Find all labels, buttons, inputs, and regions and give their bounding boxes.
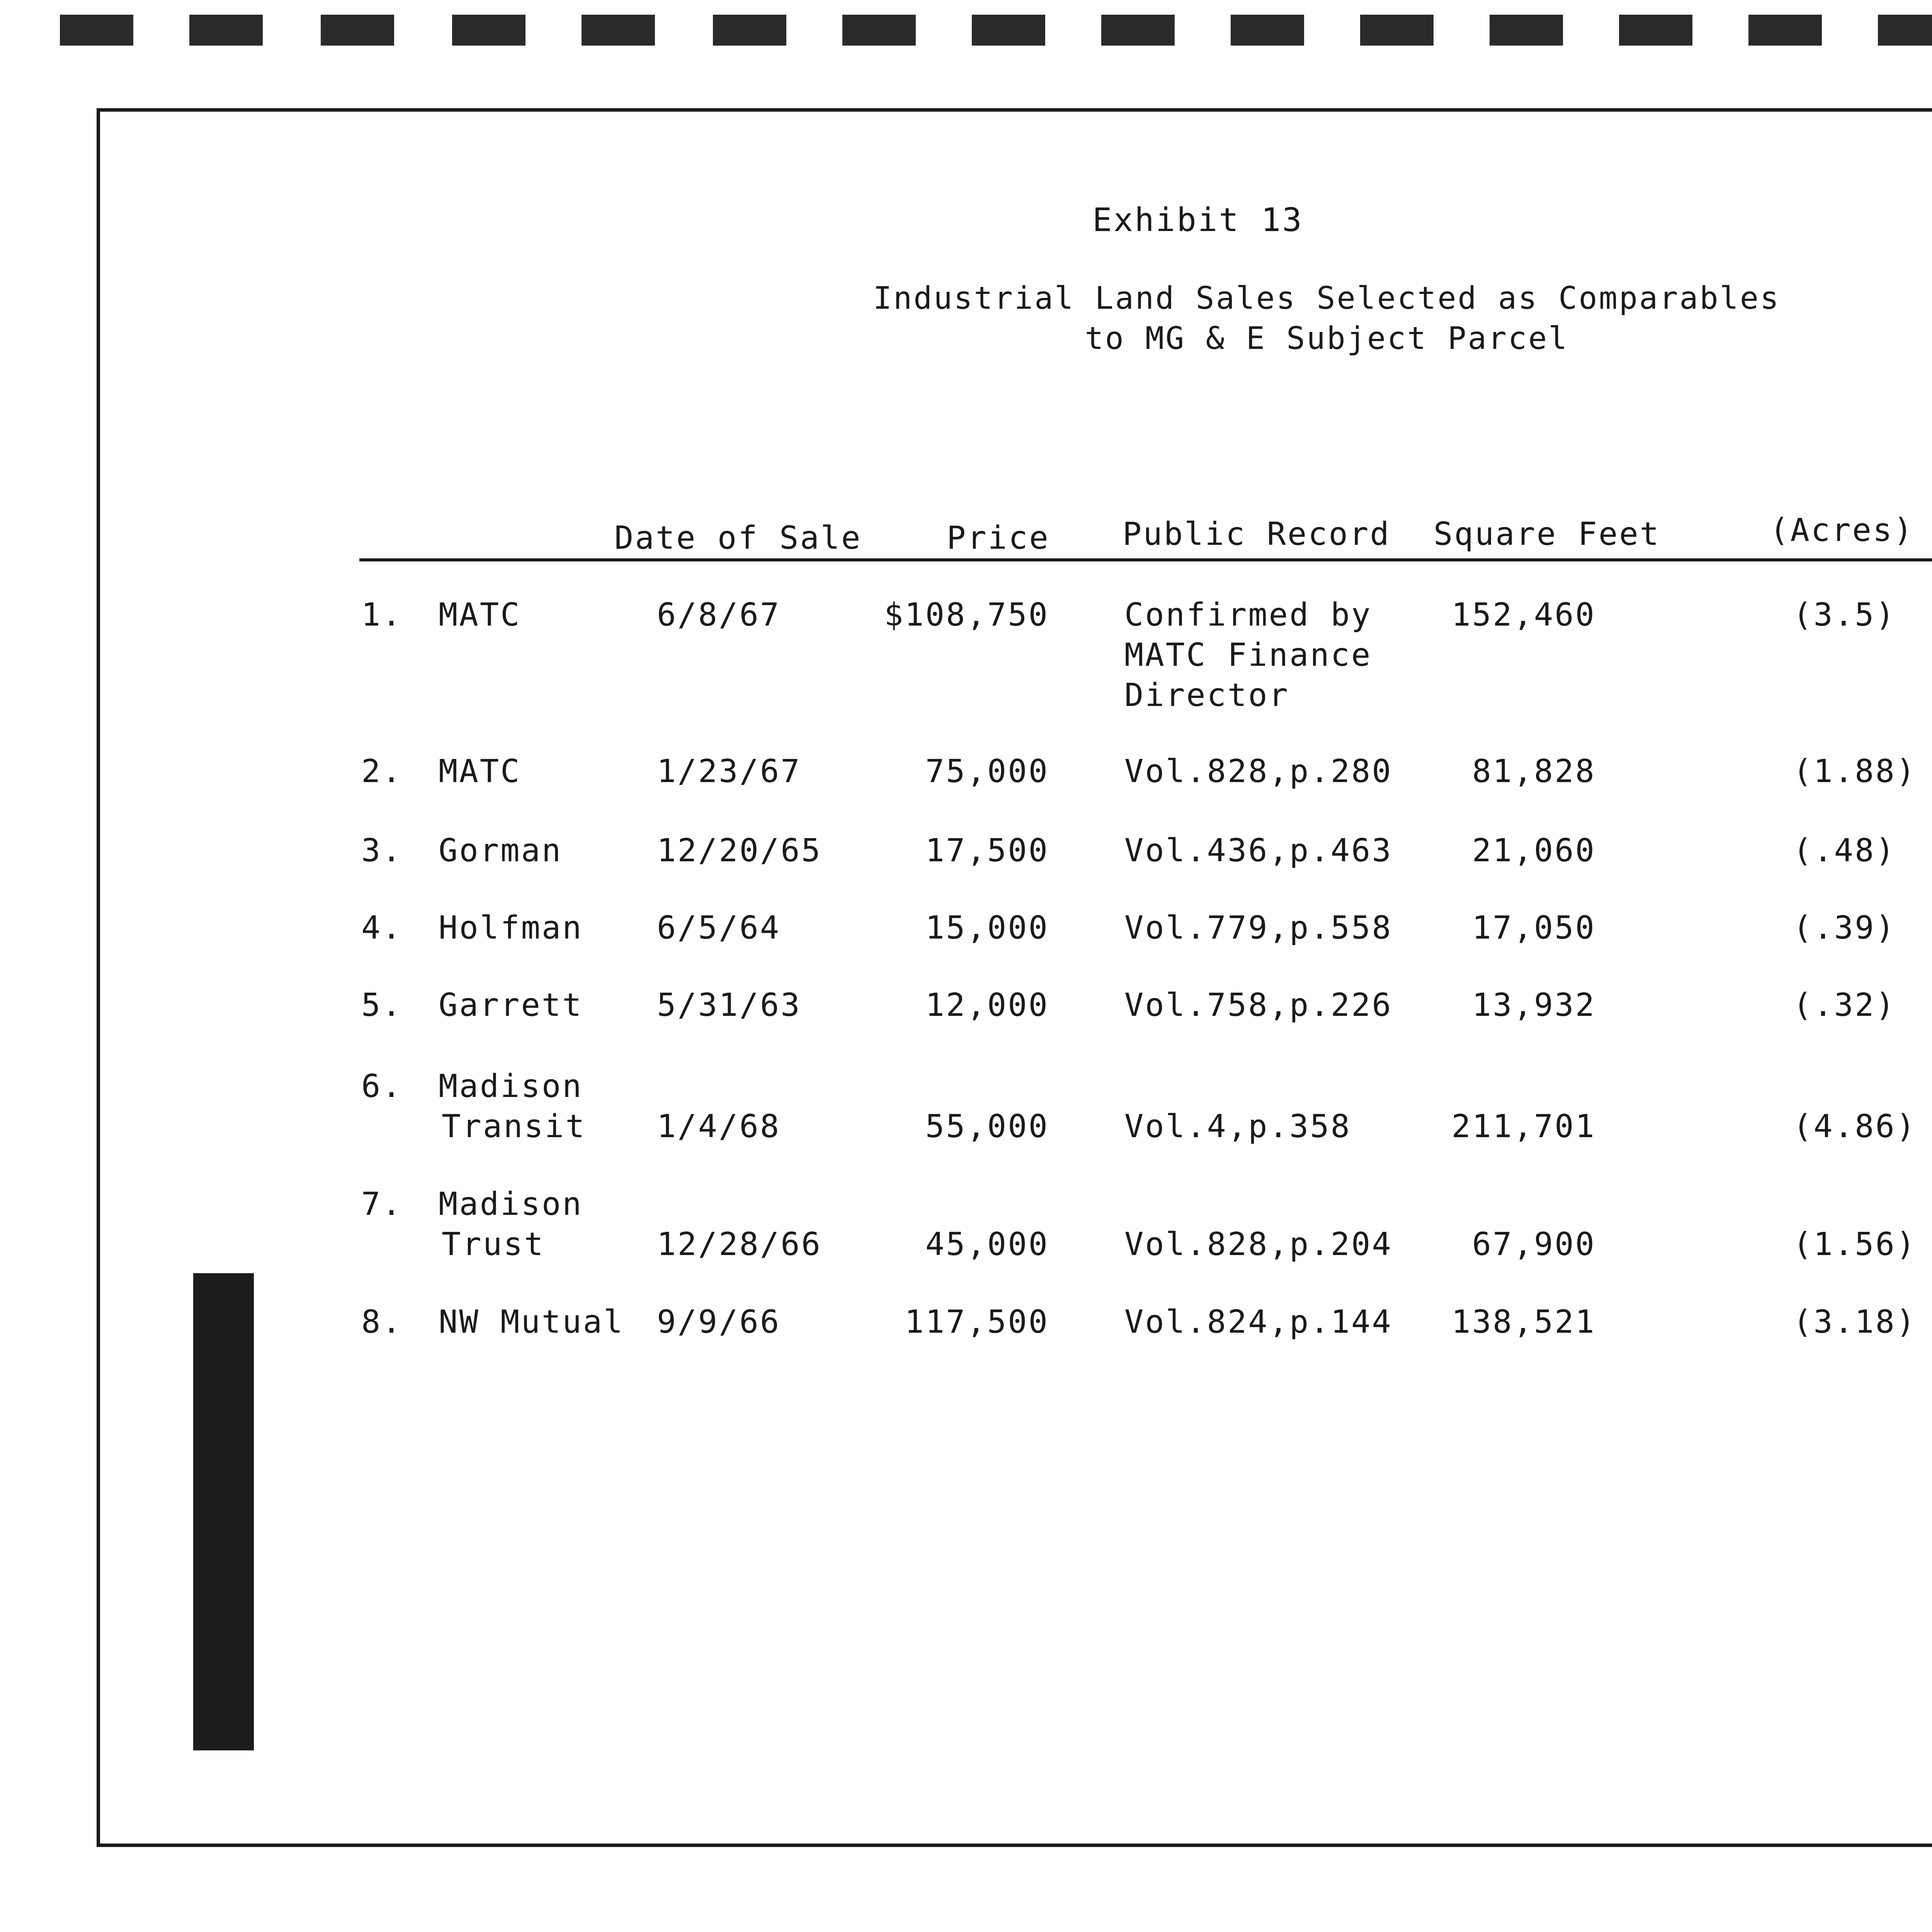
row-price: 55,000 xyxy=(925,1108,1049,1145)
binder-punch-strip xyxy=(0,15,1932,46)
row-price: $108,750 xyxy=(884,597,1049,633)
header-public-record: Public Record xyxy=(1122,516,1391,553)
row-square-feet: 152,460 xyxy=(1451,597,1596,633)
row-date-of-sale: 5/31/63 xyxy=(657,987,801,1024)
exhibit-label: Exhibit 13 xyxy=(1092,201,1303,239)
row-public-record-line-1: Vol.779,p.558 xyxy=(1124,910,1393,946)
row-name xyxy=(439,908,583,948)
row-square-feet: 81,828 xyxy=(1472,753,1596,790)
row-public-record-line-3: Director xyxy=(1124,677,1289,714)
row-acres: (1.88) xyxy=(1793,753,1917,790)
row-acres: (.32) xyxy=(1793,987,1896,1024)
row-square-feet: 13,932 xyxy=(1472,987,1596,1024)
punch-hole xyxy=(1490,15,1563,46)
row-name-line-1: MATC xyxy=(439,753,521,790)
row-date-of-sale: 6/5/64 xyxy=(657,910,781,946)
punch-hole xyxy=(1360,15,1434,46)
punch-hole xyxy=(452,15,526,46)
row-public-record-line-1: Vol.436,p.463 xyxy=(1124,832,1393,869)
punch-hole xyxy=(972,15,1045,46)
row-public-record xyxy=(1124,831,1393,871)
header-square-feet: Square Feet xyxy=(1434,516,1661,553)
row-price: 45,000 xyxy=(925,1226,1049,1263)
row-name xyxy=(439,595,521,635)
row-public-record-line-1: Vol.828,p.204 xyxy=(1124,1226,1393,1263)
row-date-of-sale: 6/8/67 xyxy=(657,597,781,633)
row-public-record-line-2: MATC Finance xyxy=(1124,637,1372,673)
row-price: 17,500 xyxy=(925,832,1049,869)
row-price: 117,500 xyxy=(905,1304,1049,1340)
row-public-record xyxy=(1124,595,1372,716)
document-title-line-2: to MG & E Subject Parcel xyxy=(1085,320,1569,356)
punch-hole xyxy=(1748,15,1822,46)
document-title xyxy=(0,278,1932,359)
row-public-record xyxy=(1124,1107,1351,1147)
row-name-line-1: MATC xyxy=(439,597,521,633)
punch-hole xyxy=(1619,15,1692,46)
row-date-of-sale: 9/9/66 xyxy=(657,1304,781,1340)
row-price: 12,000 xyxy=(925,987,1049,1024)
row-square-feet: 138,521 xyxy=(1451,1304,1596,1340)
row-public-record-line-1: Vol.4,p.358 xyxy=(1124,1108,1352,1145)
row-name xyxy=(439,985,583,1026)
punch-hole xyxy=(713,15,786,46)
row-public-record-line-1: Confirmed by xyxy=(1124,597,1372,633)
row-name xyxy=(439,1066,586,1147)
row-name-line-1: Garrett xyxy=(439,987,583,1024)
punch-hole xyxy=(321,15,394,46)
row-date-of-sale: 1/4/68 xyxy=(657,1108,781,1145)
document-title-line-1: Industrial Land Sales Selected as Comparables xyxy=(873,280,1781,316)
row-name xyxy=(439,752,521,792)
row-acres: (.39) xyxy=(1793,910,1896,946)
row-number: 8. xyxy=(361,1304,403,1340)
row-number: 6. xyxy=(361,1068,403,1105)
index-tab-bar xyxy=(193,1273,254,1750)
punch-hole xyxy=(582,15,655,46)
row-price: 15,000 xyxy=(925,910,1049,946)
punch-hole xyxy=(60,15,133,46)
row-name xyxy=(439,1302,624,1342)
row-acres: (.48) xyxy=(1793,832,1896,869)
row-public-record xyxy=(1124,908,1393,948)
row-acres: (4.86) xyxy=(1793,1108,1917,1145)
row-number: 1. xyxy=(361,597,403,633)
row-number: 2. xyxy=(361,753,403,790)
header-acres: (Acres) xyxy=(1770,512,1914,549)
punch-hole xyxy=(189,15,263,46)
row-acres: (1.56) xyxy=(1793,1226,1917,1263)
row-number: 5. xyxy=(361,987,403,1024)
row-acres: (3.18) xyxy=(1793,1304,1917,1340)
row-public-record xyxy=(1124,1302,1393,1342)
row-name xyxy=(439,831,562,871)
row-number: 7. xyxy=(361,1186,403,1223)
row-public-record xyxy=(1124,752,1393,792)
row-name-line-1: Madison xyxy=(439,1186,583,1223)
row-date-of-sale: 1/23/67 xyxy=(657,753,801,790)
punch-hole xyxy=(1231,15,1304,46)
row-square-feet: 67,900 xyxy=(1472,1226,1596,1263)
page-frame xyxy=(97,108,1932,1847)
row-name-line-2: Transit xyxy=(442,1108,586,1145)
punch-hole xyxy=(1101,15,1175,46)
row-name-line-1: Madison xyxy=(439,1068,583,1105)
row-public-record xyxy=(1124,985,1393,1026)
row-number: 3. xyxy=(361,832,403,869)
row-public-record-line-1: Vol.828,p.280 xyxy=(1124,753,1393,790)
punch-hole xyxy=(1878,15,1932,46)
row-number: 4. xyxy=(361,910,403,946)
row-square-feet: 211,701 xyxy=(1451,1108,1596,1145)
row-public-record xyxy=(1124,1225,1393,1265)
row-square-feet: 21,060 xyxy=(1472,832,1596,869)
row-name-line-1: Holfman xyxy=(439,910,583,946)
row-date-of-sale: 12/20/65 xyxy=(657,832,822,869)
row-name-line-1: NW Mutual xyxy=(439,1304,624,1340)
row-date-of-sale: 12/28/66 xyxy=(657,1226,822,1263)
punch-hole xyxy=(842,15,916,46)
row-square-feet: 17,050 xyxy=(1472,910,1596,946)
row-price: 75,000 xyxy=(925,753,1049,790)
header-price: Price xyxy=(947,520,1050,556)
row-name-line-1: Gorman xyxy=(439,832,563,869)
row-name-line-2: Trust xyxy=(442,1226,545,1263)
header-date-of-sale: Date of Sale xyxy=(614,520,862,556)
row-public-record-line-1: Vol.824,p.144 xyxy=(1124,1304,1393,1340)
row-name xyxy=(439,1184,583,1265)
row-public-record-line-1: Vol.758,p.226 xyxy=(1124,987,1393,1024)
row-acres: (3.5) xyxy=(1793,597,1896,633)
header-rule xyxy=(359,558,1932,561)
